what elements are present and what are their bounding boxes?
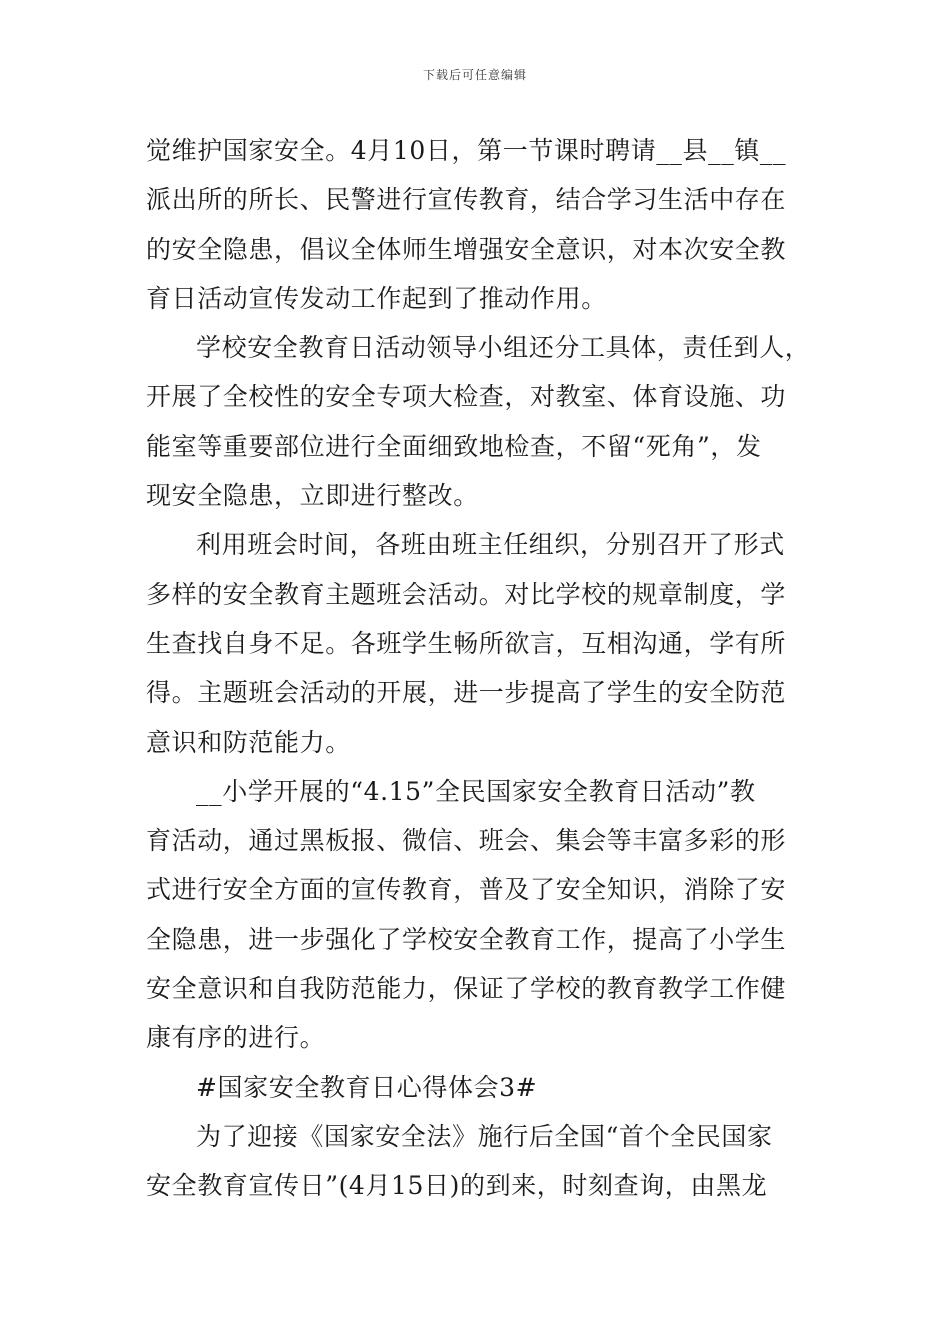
text-line: 育活动，通过黑板报、微信、班会、集会等丰富多彩的形 <box>146 826 787 856</box>
text-line: 为了迎接《国家安全法》施行后全国“首个全民国家 <box>196 1121 773 1151</box>
text-line: 能室等重要部位进行全面细致地检查，不留“死角”，发 <box>146 431 762 461</box>
text-line: 康有序的进行。 <box>146 1023 326 1053</box>
text-line: 育日活动宣传发动工作起到了推动作用。 <box>146 283 607 313</box>
text-line: #国家安全教育日心得体会3# <box>196 1072 538 1102</box>
text-line: 得。主题班会活动的开展，进一步提高了学生的安全防范 <box>146 678 787 708</box>
text-line: 生查找自身不足。各班学生畅所欲言，互相沟通，学有所 <box>146 628 787 658</box>
text-line: 开展了全校性的安全专项大检查，对教室、体育设施、功 <box>146 382 787 412</box>
text-line: __小学开展的“4.15”全民国家安全教育日活动”教 <box>196 776 756 806</box>
text-line: 的安全隐患，倡议全体师生增强安全意识，对本次安全教 <box>146 234 787 264</box>
text-line: 觉维护国家安全。4月10日，第一节课时聘请__县__镇__ <box>146 136 787 165</box>
text-line: 多样的安全教育主题班会活动。对比学校的规章制度，学 <box>146 579 787 609</box>
page-header-note: 下载后可任意编辑 <box>422 68 527 82</box>
text-line: 现安全隐患，立即进行整改。 <box>146 481 479 511</box>
text-line: 派出所的所长、民警进行宣传教育，结合学习生活中存在 <box>146 185 787 215</box>
text-line: 学校安全教育日活动领导小组还分工具体，责任到人， <box>196 333 811 363</box>
text-line: 意识和防范能力。 <box>146 727 351 757</box>
text-line: 利用班会时间，各班由班主任组织，分别召开了形式 <box>196 530 785 560</box>
text-line: 式进行安全方面的宣传教育，普及了安全知识，消除了安 <box>146 875 787 905</box>
text-line: 安全教育宣传日”(4月15日)的到来，时刻查询，由黑龙 <box>146 1171 768 1201</box>
document-body <box>146 126 812 1211</box>
text-line: 全隐患，进一步强化了学校安全教育工作，提高了小学生 <box>146 924 787 954</box>
text-line: 安全意识和自我防范能力，保证了学校的教育教学工作健 <box>146 974 787 1004</box>
